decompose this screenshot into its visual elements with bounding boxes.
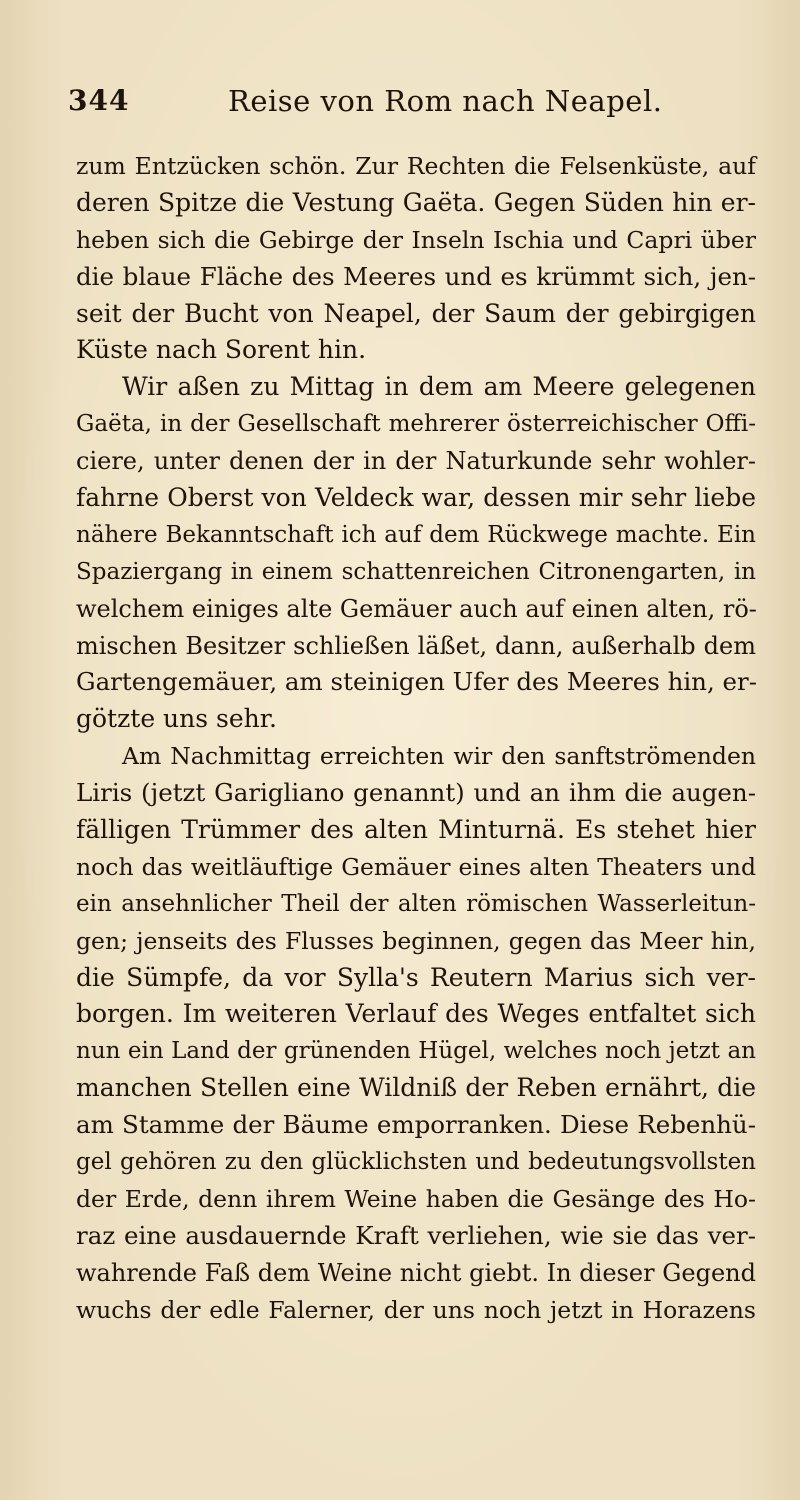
text-line: nähere Bekanntschaft ich auf dem Rückwege machte. Ein (76, 521, 756, 548)
text-line: am Stamme der Bäume emporranken. Diese Rebenhü- (76, 1110, 756, 1140)
text-line: wuchs der edle Falerner, der uns noch jetzt in Horazens (76, 1295, 756, 1324)
text-line: götzte uns sehr. (76, 704, 277, 734)
body-text (76, 148, 756, 1329)
text-line: manchen Stellen eine Wildniß der Reben ernährt, die (76, 1073, 756, 1103)
text-line: Gartengemäuer, am steinigen Ufer des Meeres hin, er- (76, 667, 758, 697)
page-header (68, 84, 748, 128)
text-line: gel gehören zu den glücklichsten und bedeutungsvollsten (76, 1149, 756, 1176)
text-line: heben sich die Gebirge der Inseln Ischia und Capri über (76, 225, 756, 254)
text-line: ciere, unter denen der in der Naturkunde sehr wohler- (76, 447, 756, 476)
text-line: deren Spitze die Vestung Gaëta. Gegen Süden hin er- (76, 187, 756, 217)
text-line: Wir aßen zu Mittag in dem am Meere gelegenen (122, 372, 756, 402)
text-line: wahrende Faß dem Weine nicht giebt. In dieser Gegend (76, 1258, 756, 1287)
text-line: die blaue Fläche des Meeres und es krümmt sich, jen- (76, 261, 756, 291)
text-line: raz eine ausdauernde Kraft verliehen, wie sie das ver- (76, 1220, 756, 1250)
text-line: Spaziergang in einem schattenreichen Citronengarten, in (76, 558, 756, 585)
text-line: der Erde, denn ihrem Weine haben die Gesänge des Ho- (76, 1184, 756, 1213)
text-line: welchem einiges alte Gemäuer auch auf einen alten, rö- (76, 594, 757, 623)
text-line: die Sümpfe, da vor Sylla's Reutern Marius sich ver- (76, 962, 756, 992)
text-line: Küste nach Sorent hin. (76, 335, 367, 365)
text-line: mischen Besitzer schließen läßet, dann, außerhalb dem (76, 631, 756, 660)
text-line: ein ansehnlicher Theil der alten römischen Wasserleitun- (76, 890, 756, 917)
text-line: Gaëta, in der Gesellschaft mehrerer österreichischer Offi- (76, 411, 756, 438)
running-head: Reise von Rom nach Neapel. (228, 84, 663, 118)
text-line: Am Nachmittag erreichten wir den sanftströmenden (122, 742, 756, 771)
text-line: nun ein Land der grünenden Hügel, welches noch jetzt an (76, 1038, 756, 1065)
text-line: Liris (jetzt Garigliano genannt) und an ihm die augen- (76, 778, 756, 808)
page-number: 344 (68, 84, 130, 117)
text-line: noch das weitläuftige Gemäuer eines alten Theaters und (76, 852, 756, 881)
text-line: zum Entzücken schön. Zur Rechten die Felsenküste, auf (76, 152, 756, 180)
text-line: fahrne Oberst von Veldeck war, dessen mir sehr liebe (76, 483, 756, 513)
text-line: borgen. Im weiteren Verlauf des Weges entfaltet sich (76, 999, 756, 1029)
text-line: gen; jenseits des Flusses beginnen, gegen das Meer hin, (76, 926, 756, 955)
text-line: fälligen Trümmer des alten Minturnä. Es stehet hier (76, 815, 756, 845)
text-line: seit der Bucht von Neapel, der Saum der gebirgigen (76, 298, 756, 328)
